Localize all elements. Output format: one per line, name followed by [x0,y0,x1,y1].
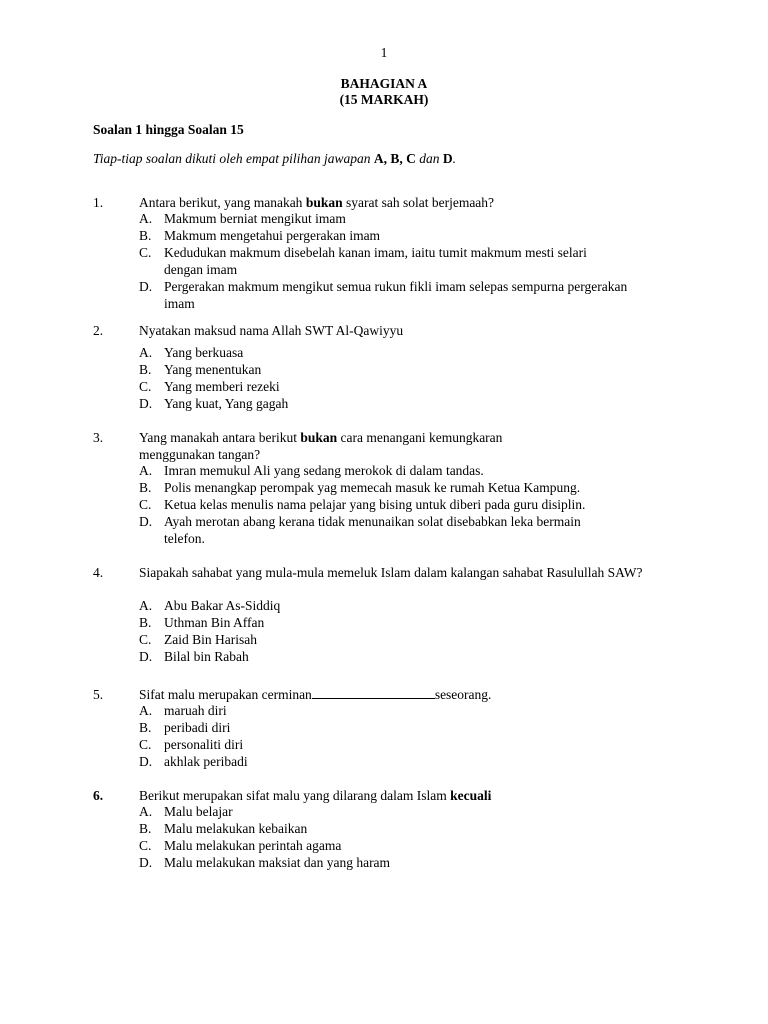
question-number: 3. [93,430,104,445]
question-text: Nyatakan maksud nama Allah SWT Al-Qawiyyu [139,323,404,338]
question-number: 2. [93,323,104,338]
question-number: 6. [93,788,104,803]
question-number: 1. [93,195,104,210]
option-c[interactable]: C. Yang memberi rezeki [139,379,280,394]
options-list [139,462,659,547]
option-c[interactable]: C. Ketua kelas menulis nama pelajar yang bising untuk diberi pada guru disiplin. [139,497,586,512]
option-c[interactable]: C. Malu melakukan perintah agama [139,838,342,853]
question-number: 4. [93,565,104,580]
option-b[interactable]: B. Uthman Bin Affan [139,615,265,630]
question-text: Berikut merupakan sifat malu yang dilarang dalam Islam kecuali [139,788,492,803]
options-list [139,702,699,770]
option-d[interactable]: D. Bilal bin Rabah [139,649,249,664]
option-c[interactable]: C. Kedudukan makmum disebelah kanan imam, iaitu tumit makmum mesti selari dengan imam [139,245,587,277]
option-a[interactable]: A. Yang berkuasa [139,345,244,360]
question-text: Yang manakah antara berikut bukan cara menangani kemungkaran menggunakan tangan? [139,430,503,462]
section-title-line2: (15 MARKAH) [339,92,429,107]
option-d[interactable]: D. Yang kuat, Yang gagah [139,396,289,411]
option-c[interactable]: C. personaliti diri [139,737,244,752]
page-number: 1 [380,45,388,60]
option-a[interactable]: A. Malu belajar [139,804,233,819]
options-list [139,344,699,412]
question-range-label: Soalan 1 hingga Soalan 15 [93,122,244,137]
section-title-line1: BAHAGIAN A [340,76,428,91]
question-text: Antara berikut, yang manakah bukan syarat sah solat berjemaah? [139,195,495,210]
question-text: Sifat malu merupakan cerminan seseorang. [139,687,492,702]
option-a[interactable]: A. maruah diri [139,703,227,718]
option-a[interactable]: A. Abu Bakar As-Siddiq [139,598,281,613]
option-b[interactable]: B. Polis menangkap perompak yag memecah masuk ke rumah Ketua Kampung. [139,480,581,495]
answer-blank [312,687,435,699]
option-d[interactable]: D. akhlak peribadi [139,754,248,769]
option-d[interactable]: D. Pergerakan makmum mengikut semua rukun fikli imam selepas sempurna pergerakan imam [139,279,628,311]
options-list [139,803,699,871]
question-text: Siapakah sahabat yang mula-mula memeluk Islam dalam kalangan sahabat Rasulullah SAW? [139,565,643,580]
options-list [139,210,629,312]
option-c[interactable]: C. Zaid Bin Harisah [139,632,257,647]
option-b[interactable]: B. Makmum mengetahui pergerakan imam [139,228,381,243]
option-b[interactable]: B. Yang menentukan [139,362,262,377]
option-d[interactable]: D. Malu melakukan maksiat dan yang haram [139,855,391,870]
option-a[interactable]: A. Makmum berniat mengikut imam [139,211,346,226]
section-title [0,76,768,108]
option-d[interactable]: D. Ayah merotan abang kerana tidak menunaikan solat disebabkan leka bermain telefon. [139,514,581,546]
option-b[interactable]: B. peribadi diri [139,720,231,735]
instruction-text: Tiap-tiap soalan dikuti oleh empat pilihan jawapan A, B, C dan D. [93,151,457,166]
option-b[interactable]: B. Malu melakukan kebaikan [139,821,308,836]
question-number: 5. [93,687,104,702]
options-list [139,597,699,665]
option-a[interactable]: A. Imran memukul Ali yang sedang merokok di dalam tandas. [139,463,484,478]
